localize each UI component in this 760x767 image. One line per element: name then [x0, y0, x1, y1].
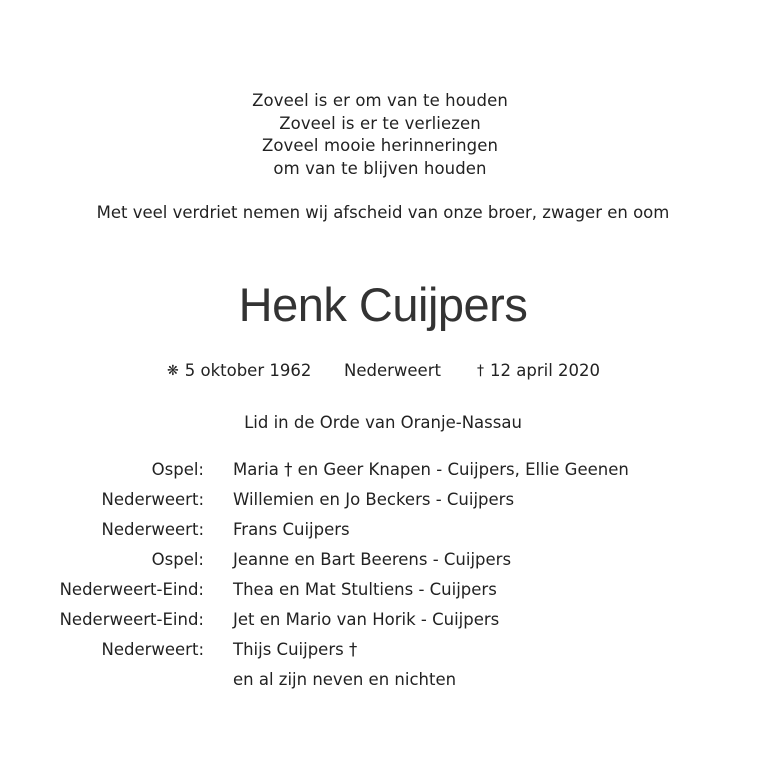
family-list	[0, 456, 760, 696]
family-names: Thijs Cuijpers †	[233, 640, 358, 659]
family-names: Frans Cuijpers	[233, 520, 350, 539]
family-names: Jeanne en Bart Beerens - Cuijpers	[233, 550, 512, 569]
family-row	[0, 456, 760, 486]
family-names: Willemien en Jo Beckers - Cuijpers	[233, 490, 515, 509]
family-place: Ospel:	[151, 460, 204, 479]
order-text: Lid in de Orde van Oranje-Nassau	[244, 413, 522, 432]
birth-place: Nederweert	[344, 361, 441, 380]
family-names: Jet en Mario van Horik - Cuijpers	[233, 610, 500, 629]
deceased-name: Henk Cuijpers	[238, 278, 528, 331]
family-names: Thea en Mat Stultiens - Cuijpers	[233, 580, 497, 599]
poem	[0, 90, 760, 180]
family-place: Ospel:	[151, 550, 204, 569]
birth-date-text: 5 oktober 1962	[184, 361, 312, 380]
family-row	[0, 606, 760, 636]
poem-line: Zoveel is er om van te houden	[252, 91, 508, 110]
family-row	[0, 636, 760, 666]
family-place: Nederweert:	[101, 490, 204, 509]
family-place: Nederweert:	[101, 640, 204, 659]
family-place: Nederweert-Eind:	[59, 610, 204, 629]
family-row	[0, 666, 760, 696]
family-row	[0, 486, 760, 516]
intro-text: Met veel verdriet nemen wij afscheid van onze broer, zwager en oom	[96, 203, 670, 222]
poem-line: Zoveel is er te verliezen	[279, 113, 481, 133]
birth-date	[167, 360, 311, 383]
birth-star-icon: ❋	[167, 363, 179, 379]
family-row	[0, 516, 760, 546]
family-row	[0, 576, 760, 606]
family-place: Nederweert-Eind:	[59, 580, 204, 599]
death-cross-icon: †	[477, 363, 484, 379]
death-date	[477, 360, 600, 383]
poem-line: om van te blijven houden	[273, 158, 487, 178]
family-names: en al zijn neven en nichten	[233, 670, 457, 689]
poem-line: Zoveel mooie herinneringen	[261, 136, 499, 155]
family-place: Nederweert:	[101, 520, 204, 539]
family-names: Maria † en Geer Knapen - Cuijpers, Ellie Geenen	[233, 460, 629, 479]
death-date-text: 12 april 2020	[490, 361, 601, 380]
family-row	[0, 546, 760, 576]
